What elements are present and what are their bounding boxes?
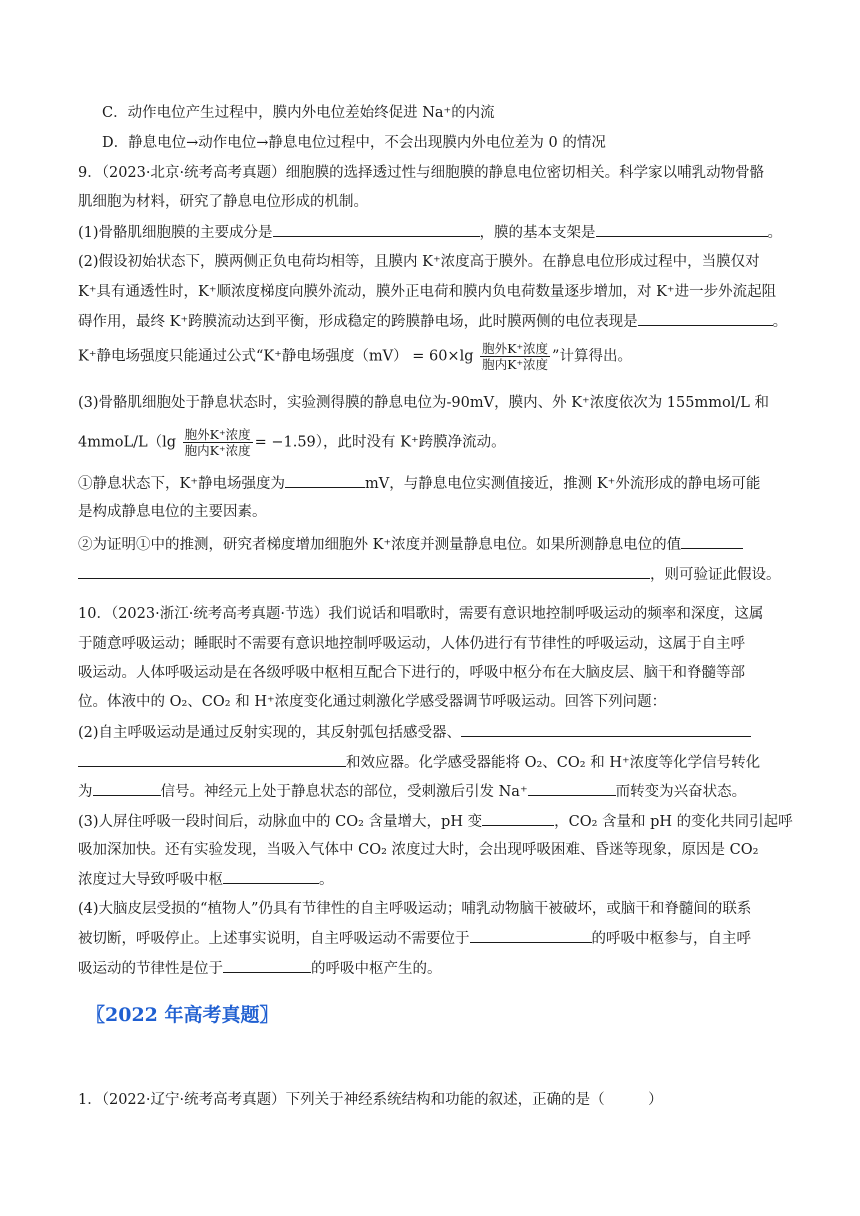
q10-part4-text-c: 的呼吸中枢参与，自主呼	[591, 931, 751, 947]
q10-part4-line2	[78, 928, 784, 949]
q10-part2-line3	[78, 781, 784, 802]
fraction-numerator: 胞外K⁺浓度	[184, 427, 251, 442]
q10-part4-text-b: 被切断，呼吸停止。上述事实说明，自主呼吸运动不需要位于	[78, 931, 470, 947]
fraction-denominator: 胞内K⁺浓度	[184, 443, 251, 458]
answer-blank[interactable]	[482, 811, 554, 826]
answer-blank[interactable]	[285, 473, 365, 488]
sub1-text-a: ①静息状态下，K⁺静电场强度为	[78, 476, 285, 492]
fraction-numerator: 胞外K⁺浓度	[482, 341, 549, 356]
q9-part2-end: 。	[772, 314, 788, 330]
q9-part1-text-b: ，膜的基本支架是	[479, 225, 596, 241]
fraction-denominator: 胞内K⁺浓度	[482, 357, 549, 372]
sub2-text: ②为证明①中的推测，研究者梯度增加细胞外 K⁺浓度并测量静息电位。如果所测静息电位的值	[78, 537, 682, 553]
q10-stem-line2: 于随意呼吸运动；睡眠时不需要有意识地控制呼吸运动，人体仍进行有节律性的呼吸运动，这属于自主呼	[78, 636, 745, 652]
q10-part2-text-c: 为	[78, 784, 93, 800]
answer-blank[interactable]	[78, 564, 650, 579]
q10-part2-text-a: (2)自主呼吸运动是通过反射实现的，其反射弧包括感受器、	[78, 725, 462, 741]
q9-part2-text: 碍作用，最终 K⁺跨膜流动达到平衡，形成稳定的跨膜静电场，此时膜两侧的电位表现是	[78, 314, 638, 330]
q10-part3-text-e: 。	[319, 872, 334, 888]
q10-part2-text-d: 信号。神经元上处于静息状态的部位，受刺激后引发 Na⁺	[160, 784, 528, 800]
q9-formula-line	[78, 341, 784, 372]
q10-part4-text-e: 的呼吸中枢产生的。	[311, 961, 442, 977]
answer-blank[interactable]	[78, 752, 346, 767]
formula-fraction	[480, 341, 550, 372]
q9-sub2-line1	[78, 534, 784, 555]
answer-blank[interactable]	[596, 222, 768, 237]
part3-prefix: 4mmoL/L（	[78, 434, 163, 451]
q10-part2-line2	[78, 752, 784, 773]
q10-stem-line4: 位。体液中的 O₂、CO₂ 和 H⁺浓度变化通过刺激化学感受器调节呼吸运动。回答下列问题：	[78, 694, 667, 710]
q9-stem-line2: 肌细胞为材料，研究了静息电位形成的机制。	[78, 194, 368, 210]
answer-blank[interactable]	[273, 222, 480, 237]
formula-equals: = 60×lg	[412, 348, 474, 365]
answer-blank[interactable]	[223, 869, 319, 884]
sub1-text-b: mV，与静息电位实测值接近，推测 K⁺外流形成的静电场可能	[365, 476, 761, 492]
q10-part2-text-e: 而转变为兴奋状态。	[615, 784, 747, 800]
answer-blank[interactable]	[528, 781, 616, 796]
answer-blank[interactable]	[93, 781, 161, 796]
q10-part2-text-b: 和效应器。化学感受器能将 O₂、CO₂ 和 H⁺浓度等化学信号转化	[346, 755, 761, 771]
answer-blank[interactable]	[461, 722, 751, 737]
q9-part2-line1: (2)假设初始状态下，膜两侧正负电荷均相等，且膜内 K⁺浓度高于膜外。在静息电位形成过程中，当膜仅对	[78, 254, 760, 270]
option-c: C．动作电位产生过程中，膜内外电位差始终促进 Na⁺的内流	[102, 105, 495, 121]
sub2-end: ，则可验证此假设。	[650, 567, 781, 583]
log-fraction	[183, 427, 253, 458]
answer-blank[interactable]	[638, 311, 773, 326]
section-heading: 〖2022 年高考真题〗	[86, 1004, 279, 1026]
answer-blank[interactable]	[223, 958, 311, 973]
answer-blank[interactable]	[470, 928, 592, 943]
log-symbol: lg	[162, 434, 177, 451]
q10-part2-line1	[78, 722, 784, 743]
formula-suffix: ”计算得出。	[552, 348, 632, 365]
q10-part4-text-d: 吸运动的节律性是位于	[78, 961, 223, 977]
q9-part1	[78, 222, 784, 243]
log-value: = −1.59	[254, 434, 316, 451]
q10-part3-text-d: 浓度过大导致呼吸中枢	[78, 872, 223, 888]
q9-part3-line2	[78, 427, 784, 458]
q10-part3-text-a: (3)人屏住呼吸一段时间后，动脉血中的 CO₂ 含量增大，pH 变	[78, 814, 483, 830]
q10-part4-line1: (4)大脑皮层受损的“植物人”仍具有节律性的自主呼吸运动；哺乳动物脑干被破坏，或脑干和脊髓间的联系	[78, 901, 752, 917]
q10-stem-line1: 10．（2023·浙江·统考高考真题·节选）我们说话和唱歌时，需要有意识地控制呼吸运动的频率和深度，这属	[78, 606, 764, 622]
q10-part3-line2: 吸加深加快。还有实验发现，当吸入气体中 CO₂ 浓度过大时，会出现呼吸困难、昏迷等现象，原因是 CO₂	[78, 842, 759, 858]
q9-part3-line1: (3)骨骼肌细胞处于静息状态时，实验测得膜的静息电位为-90mV，膜内、外 K⁺浓度依次为 155mmol/L 和	[78, 395, 769, 411]
q9-sub1-line2: 是构成静息电位的主要因素。	[78, 504, 267, 520]
q10-stem-line3: 吸运动。人体呼吸运动是在各级呼吸中枢相互配合下进行的，呼吸中枢分布在大脑皮层、脑干和脊髓等部	[78, 665, 745, 681]
formula-prefix: K⁺静电场强度只能通过公式“K⁺静电场强度（mV）	[78, 348, 408, 365]
option-d: D．静息电位→动作电位→静息电位过程中，不会出现膜内外电位差为 0 的情况	[102, 135, 606, 151]
q9-stem-line1: 9．（2023·北京·统考高考真题）细胞膜的选择透过性与细胞膜的静息电位密切相关。科学家以哺乳动物骨骼	[78, 165, 765, 181]
part3-suffix: ），此时没有 K⁺跨膜净流动。	[315, 434, 506, 451]
q10-part3-line3	[78, 869, 784, 890]
q9-part2-line3	[78, 311, 788, 332]
q10-part4-line3	[78, 958, 784, 979]
q9-part1-text-a: (1)骨骼肌细胞膜的主要成分是	[78, 225, 273, 241]
q9-part1-text-c: 。	[767, 225, 783, 241]
answer-blank[interactable]	[681, 534, 743, 549]
q9-sub1-line1	[78, 473, 784, 494]
q10-part3-text-b: ，CO₂ 含量和 pH 的变化共同引起呼	[554, 814, 793, 830]
q10-part3-line1	[78, 811, 793, 832]
q9-sub2-line2	[78, 564, 784, 585]
q1-stem: 1．（2022·辽宁·统考高考真题）下列关于神经系统结构和功能的叙述，正确的是（ ）	[78, 1092, 663, 1108]
q9-part2-line2: K⁺具有通透性时，K⁺顺浓度梯度向膜外流动，膜外正电荷和膜内负电荷数量逐步增加，对 K⁺进一步外流起阻	[78, 284, 777, 300]
